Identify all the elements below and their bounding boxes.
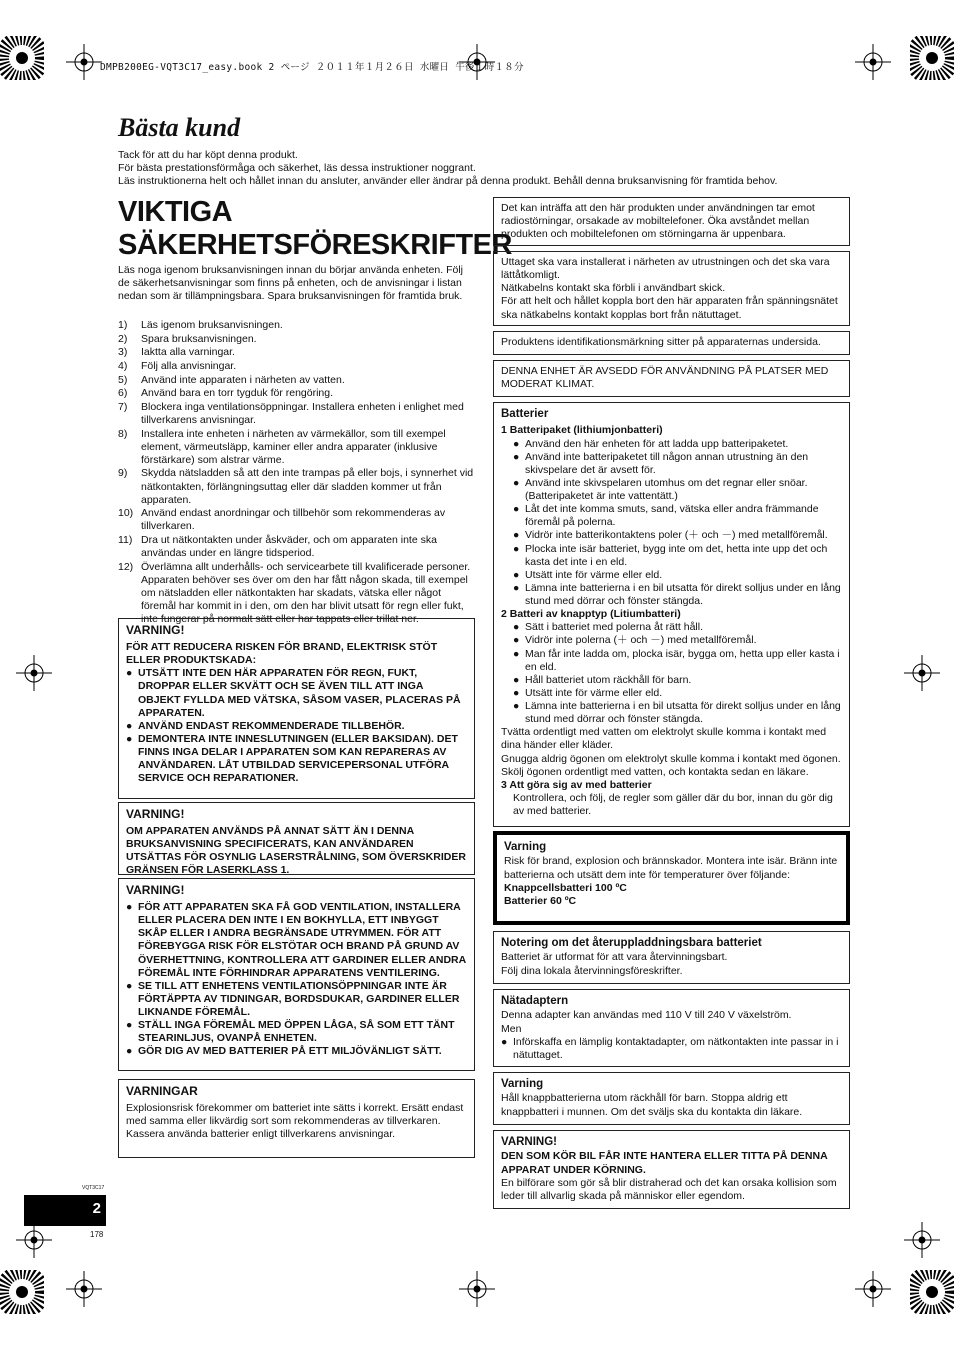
varning-title: Varning xyxy=(501,1078,544,1090)
warning-box-explosion xyxy=(118,1079,475,1158)
list-item: 10) Använd endast anordningar och tillbehör som rekommenderas av tillverkaren. xyxy=(118,507,446,533)
warning-title: VARNINGAR xyxy=(126,1084,198,1098)
info-box-climate xyxy=(493,360,850,397)
warning-box-fire xyxy=(118,618,475,799)
battery-paragraph: Gnugga aldrig ögonen om elektrolyt skulle komma i kontakt med ögonen. xyxy=(501,752,841,765)
intro-line: Tack för att du har köpt denna produkt. xyxy=(118,149,298,161)
varning-box-driving xyxy=(493,1130,850,1209)
registration-mark-icon xyxy=(855,1271,891,1307)
page-number: 2 xyxy=(24,1195,106,1226)
battery-paragraph: Kontrollera, och följ, de regler som gäller där du bor, innan du gör dig av med batterier. xyxy=(513,791,833,817)
list-item: 7) Blockera inga ventilationsöppningar. Installera enheten i enlighet med tillverkarens anvisningar. xyxy=(118,400,464,426)
info-text: Det kan inträffa att den här produkten under användningen tar emot radiostörningar, orsakade av mobiltelefoner. Öka avståndet mellan produkten och mobiltelefonen om störningarna är uppenbara. xyxy=(501,202,815,241)
info-text: Produktens identifikationsmärkning sitter på apparaternas undersida. xyxy=(501,336,821,348)
recycling-title: Notering om det återuppladdningsbara batteriet xyxy=(501,937,762,949)
list-item: ● Vidrör inte polerna (＋ och －) med metallföremål. xyxy=(513,634,757,647)
registration-mark-icon xyxy=(904,655,940,691)
varning-text: Håll knappbatterierna utom räckhåll för barn. Stoppa aldrig ett knappbatteri i munnen. Om det sväljs ska du kontakta din läkare. xyxy=(501,1092,803,1118)
recycling-line: Batteriet är utformat för att vara återvinningsbart. xyxy=(501,951,728,964)
list-item: ● Lämna inte batterierna i en bil utsatta för direkt solljus under en lång stund med dörrar och fönster stängda. xyxy=(513,581,841,607)
registration-mark-icon xyxy=(459,1271,495,1307)
varning-title: Varning xyxy=(504,841,547,853)
varning-text: Risk för brand, explosion och brännskador. Montera inte isär. Bränn inte batterierna och utsätt dem inte för temperaturer över följande: xyxy=(504,855,838,881)
list-item: 1) Läs igenom bruksanvisningen. xyxy=(118,319,283,331)
list-item: 9) Skydda nätsladden så att den inte trampas på eller bojs, i synnerhet vid nätkontakten, förlängningsuttag eller där sladden kommer ut från apparaten. xyxy=(118,467,474,506)
info-line: Nätkabelns kontakt ska förbli i användbart skick. xyxy=(501,282,726,295)
warning-box-ventilation xyxy=(118,878,475,1071)
adapter-title: Nätadaptern xyxy=(501,995,569,1007)
list-item: 4) Följ alla anvisningar. xyxy=(118,359,237,372)
warning-title: VARNING! xyxy=(126,623,185,637)
battery-paragraph: Skölj ögonen ordentligt med vatten, och kontakta sedan en läkare. xyxy=(501,765,809,778)
list-item: ● Använd inte skivspelaren utomhus om det regnar eller snöar. (Batteripaketet är inte vattentätt.) xyxy=(513,476,808,502)
info-box-radio xyxy=(493,197,850,246)
list-item: ● Sätt i batteriet med polerna åt rätt håll. xyxy=(513,621,704,634)
list-item: ● Använd inte batteripaketet till någon annan utrustning än den skivspelare det är avsett för. xyxy=(513,450,809,476)
list-item: 12) Överlämna allt underhålls- och servicearbete till kvalificerade personer. Apparaten behöver ses över om den har fått någon skada, till exempel om nätsladden eller nätkontakten har skadats, vätska eller något föremål har kommit in i den, om den har blivit utsatt för regn eller fukt, inte fungerar på normalt sätt eller har tappats eller trillat ner. xyxy=(118,560,471,626)
list-item: ● Införskaffa en lämplig kontaktadapter, om nätkontakten inte passar in i nätuttaget. xyxy=(501,1035,839,1061)
warning-text: OM APPARATEN ANVÄNDS PÅ ANNAT SÄTT ÄN I DENNA BRUKSANVISNING SPECIFICERATS, KAN ANVÄNDAREN UTSÄTTAS FÖR OSYNLIG LASERSTRÅLNING, SOM ÖVERSKRIDER GRÄNSEN FÖR LASERKLASS 1. xyxy=(126,825,466,877)
recycling-box xyxy=(493,931,850,984)
recycling-line: Följ dina lokala återvinningsföreskrifter. xyxy=(501,964,683,977)
batteries-box xyxy=(493,402,850,827)
info-box-outlet xyxy=(493,251,850,326)
registration-mark-icon xyxy=(16,655,52,691)
info-text: DENNA ENHET ÄR AVSEDD FÖR ANVÄNDNING PÅ PLATSER MED MODERAT KLIMAT. xyxy=(501,365,829,391)
battery-paragraph: Tvätta ordentligt med vatten om elektrolyt skulle komma i kontakt med dina händer eller kläder. xyxy=(501,726,827,752)
warning-box-laser xyxy=(118,802,475,875)
battery-subheading: 1 Batteripaket (lithiumjonbatteri) xyxy=(501,424,663,437)
list-item: 3) Iaktta alla varningar. xyxy=(118,346,235,359)
warning-title: VARNING! xyxy=(126,883,185,897)
list-item: ● FÖR ATT APPARATEN SKA FÅ GOD VENTILATION, INSTALLERA ELLER PLACERA DEN INTE I EN BOKHYLLA, ETT INBYGGT SKÅP ELLER I ANDRA BEGRÄNSADE UTRYMMEN. FÖR ATT FÖREBYGGA RISK FÖR ELSTÖTAR OCH BRAND PÅ GRUND AV ÖVERHETTNING, KONTROLLERA ATT GARDINER ELLER ANDRA FÖREMÅL INTE FÖRHINDRAR APPARATENS VENTILERING. xyxy=(126,901,466,979)
color-wheel-icon xyxy=(910,1270,954,1314)
battery-list xyxy=(501,621,842,726)
safety-list xyxy=(118,319,476,627)
list-item: 8) Installera inte enheten i närheten av värmekällor, som till exempel element, värmeutsläpp, kaminer eller andra apparater (inklusive förstärkare) som alstrar värme. xyxy=(118,427,446,466)
adapter-line: Men xyxy=(501,1022,522,1035)
warning-list xyxy=(126,901,467,1059)
list-item: ● ANVÄND ENDAST REKOMMENDERADE TILLBEHÖR. xyxy=(126,719,405,732)
varning-title: VARNING! xyxy=(501,1136,558,1148)
list-item: ● STÄLL INGA FÖREMÅL MED ÖPPEN LÅGA, SÅ SOM ETT TÄNT STEARINLJUS, OVANPÅ ENHETEN. xyxy=(126,1019,455,1045)
list-item: ● UTSÄTT INTE DEN HÄR APPARATEN FÖR REGN, FUKT, DROPPAR ELLER SKVÄTT OCH SE ÄVEN TILL ATT INGA OBJEKT FYLLDA MED VÄTSKA, SÅSOM VASER, PLACERAS PÅ APPARATEN. xyxy=(126,667,461,719)
adapter-list xyxy=(501,1036,842,1062)
warning-text: Explosionsrisk förekommer om batteriet inte sätts i korrekt. Ersätt endast med samma eller likvärdig sort som rekommenderas av tillverkaren. Kassera använda batterier enligt tillverkarens anvisningar. xyxy=(126,1102,464,1141)
battery-list xyxy=(501,438,842,609)
page-title: Bästa kund xyxy=(118,113,241,142)
lead-paragraph: Läs noga igenom bruksanvisningen innan du börjar använda enheten. Följ de säkerhetsanvisningar som finns på enheten, och de anvisningar i listan nedan som är tillämpningsbara. Spara bruksanvisningen för framtida bruk. xyxy=(118,264,463,303)
color-wheel-icon xyxy=(910,36,954,80)
page-code: VQT3C17 xyxy=(82,1185,105,1191)
list-item: ● SE TILL ATT ENHETENS VENTILATIONSÖPPNINGAR INTE ÄR FÖRTÄPPTA AV TIDNINGAR, BORDSDUKAR, GARDINER ELLER LIKNANDE FÖREMÅL. xyxy=(126,979,460,1018)
list-item: ● Håll batteriet utom räckhåll för barn. xyxy=(513,673,692,686)
varning-caps: DEN SOM KÖR BIL FÅR INTE HANTERA ELLER TITTA PÅ DENNA APPARAT UNDER KÖRNING. xyxy=(501,1150,828,1176)
list-item: ● Utsätt inte för värme eller eld. xyxy=(513,568,663,581)
registration-mark-icon xyxy=(16,1222,52,1258)
list-item: 2) Spara bruksanvisningen. xyxy=(118,332,257,345)
warning-list xyxy=(126,667,467,785)
list-item: 6) Använd bara en torr tygduk för rengöring. xyxy=(118,387,334,400)
list-item: ● Utsätt inte för värme eller eld. xyxy=(513,686,663,699)
varning-box-temperature xyxy=(493,831,850,925)
registration-mark-icon xyxy=(66,1271,102,1307)
registration-mark-icon xyxy=(904,1222,940,1258)
varning-line: Batterier 60 ºC xyxy=(504,894,577,907)
file-header: DMPB200EG-VQT3C17_easy.book 2 ページ ２０１１年１月２６日 水曜日 午後１時１８分 xyxy=(100,62,524,73)
info-line: För att helt och hållet koppla bort den här apparaten från spänningsnätet ska nätkabelns kontakt kopplas bort från nätuttaget. xyxy=(501,295,838,321)
varning-line: Knappcellsbatteri 100 ºC xyxy=(504,881,627,894)
warning-intro: FÖR ATT REDUCERA RISKEN FÖR BRAND, ELEKTRISK STÖT ELLER PRODUKTSKADA: xyxy=(126,641,438,667)
intro-line: Läs instruktionerna helt och hållet innan du ansluter, använder eller ändrar på denna produkt. Behåll denna bruksanvisning för framtida behov. xyxy=(118,175,778,188)
registration-mark-icon xyxy=(66,44,102,80)
varning-text: En bilförare som gör så blir distraherad och det kan orsaka kollision som leder till allvarlig skada på människor eller egendom. xyxy=(501,1176,837,1202)
intro-text xyxy=(118,149,898,188)
intro-line: För bästa prestationsförmåga och säkerhet, läs dessa instruktioner noggrant. xyxy=(118,162,476,175)
batteries-title: Batterier xyxy=(501,408,549,420)
info-line: Uttaget ska vara installerat i närheten av utrustningen och det ska vara lättåtkomligt. xyxy=(501,256,830,282)
list-item: ● GÖR DIG AV MED BATTERIER PÅ ETT MILJÖVÄNLIGT SÄTT. xyxy=(126,1045,442,1058)
list-item: ● Man får inte ladda om, plocka isär, bygga om, hetta upp eller kasta i en eld. xyxy=(513,647,840,673)
adapter-box xyxy=(493,989,850,1067)
varning-box-children xyxy=(493,1072,850,1125)
list-item: ● DEMONTERA INTE INNESLUTNINGEN (ELLER BAKSIDAN). DET FINNS INGA DELAR I APPARATEN SOM KAN REPARERAS AV ANVÄNDAREN. LÅT UTBILDAD SERVICEPERSONAL UTFÖRA SERVICE OCH REPARATIONER. xyxy=(126,732,458,785)
list-item: 11) Dra ut nätkontakten under åskväder, och om apparaten inte ska användas under en längre tidsperiod. xyxy=(118,534,437,560)
info-box-label xyxy=(493,331,850,355)
list-item: ● Låt det inte komma smuts, sand, vätska eller andra främmande föremål på polerna. xyxy=(513,503,819,529)
registration-mark-icon xyxy=(855,44,891,80)
battery-subheading: 2 Batteri av knapptyp (Litiumbatteri) xyxy=(501,608,681,621)
battery-subheading: 3 Att göra sig av med batterier xyxy=(501,778,652,791)
section-heading: VIKTIGA SÄKERHETSFÖRESKRIFTER xyxy=(118,196,512,261)
list-item: ● Använd den här enheten för att ladda upp batteripaketet. xyxy=(513,437,789,450)
page-178: 178 xyxy=(90,1230,104,1239)
list-item: ● Vidrör inte batterikontaktens poler (＋ och －) med metallföremål. xyxy=(513,529,828,542)
list-item: ● Plocka inte isär batteriet, bygg inte om det, hetta inte upp det och kasta det inte i en eld. xyxy=(513,542,828,568)
warning-title: VARNING! xyxy=(126,807,185,821)
color-wheel-icon xyxy=(0,1270,44,1314)
color-wheel-icon xyxy=(0,36,44,80)
adapter-line: Denna adapter kan användas med 110 V till 240 V växelström. xyxy=(501,1009,792,1022)
list-item: 5) Använd inte apparaten i närheten av vatten. xyxy=(118,373,345,386)
list-item: ● Lämna inte batterierna i en bil utsatta för direkt solljus under en lång stund med dörrar och fönster stängda. xyxy=(513,700,841,726)
